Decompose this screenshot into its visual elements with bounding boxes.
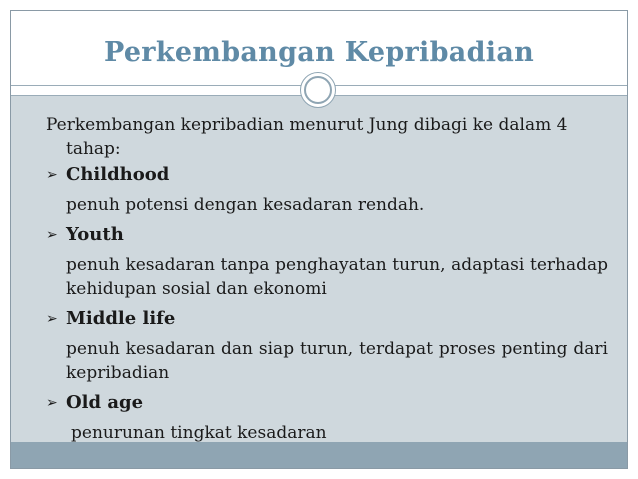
list-item-description: penurunan tingkat kesadaran (71, 423, 327, 443)
arrow-right-bullet-icon: ➢ (46, 311, 58, 327)
arrow-right-bullet-icon: ➢ (46, 395, 58, 411)
list-item-description: penuh kesadaran tanpa penghayatan turun, adaptasi terhadap kehidupan sosial dan ekonomi (66, 255, 608, 299)
list-item-old-age (46, 391, 608, 415)
list-item-description: penuh kesadaran dan siap turun, terdapat proses penting dari kepribadian (66, 339, 608, 383)
list-item-childhood (46, 163, 608, 187)
slide-title: Perkembangan Kepribadian (103, 37, 535, 68)
intro-line-2: tahap: (66, 139, 121, 159)
arrow-right-bullet-icon: ➢ (46, 167, 58, 183)
list-item-youth (46, 223, 608, 247)
arrow-right-bullet-icon: ➢ (46, 227, 58, 243)
intro-paragraph (46, 113, 608, 161)
list-item-description: penuh potensi dengan kesadaran rendah. (66, 195, 425, 215)
list-item-title: Childhood (66, 164, 170, 185)
slide-body (46, 113, 608, 451)
list-item-middle-life (46, 307, 608, 331)
intro-line-1: Perkembangan kepribadian menurut Jung dibagi ke dalam 4 (46, 115, 568, 135)
circle-ornament-inner-ring (304, 76, 332, 104)
list-item-title: Youth (66, 224, 124, 245)
list-item-title: Middle life (66, 308, 176, 329)
list-item-title: Old age (66, 392, 144, 413)
